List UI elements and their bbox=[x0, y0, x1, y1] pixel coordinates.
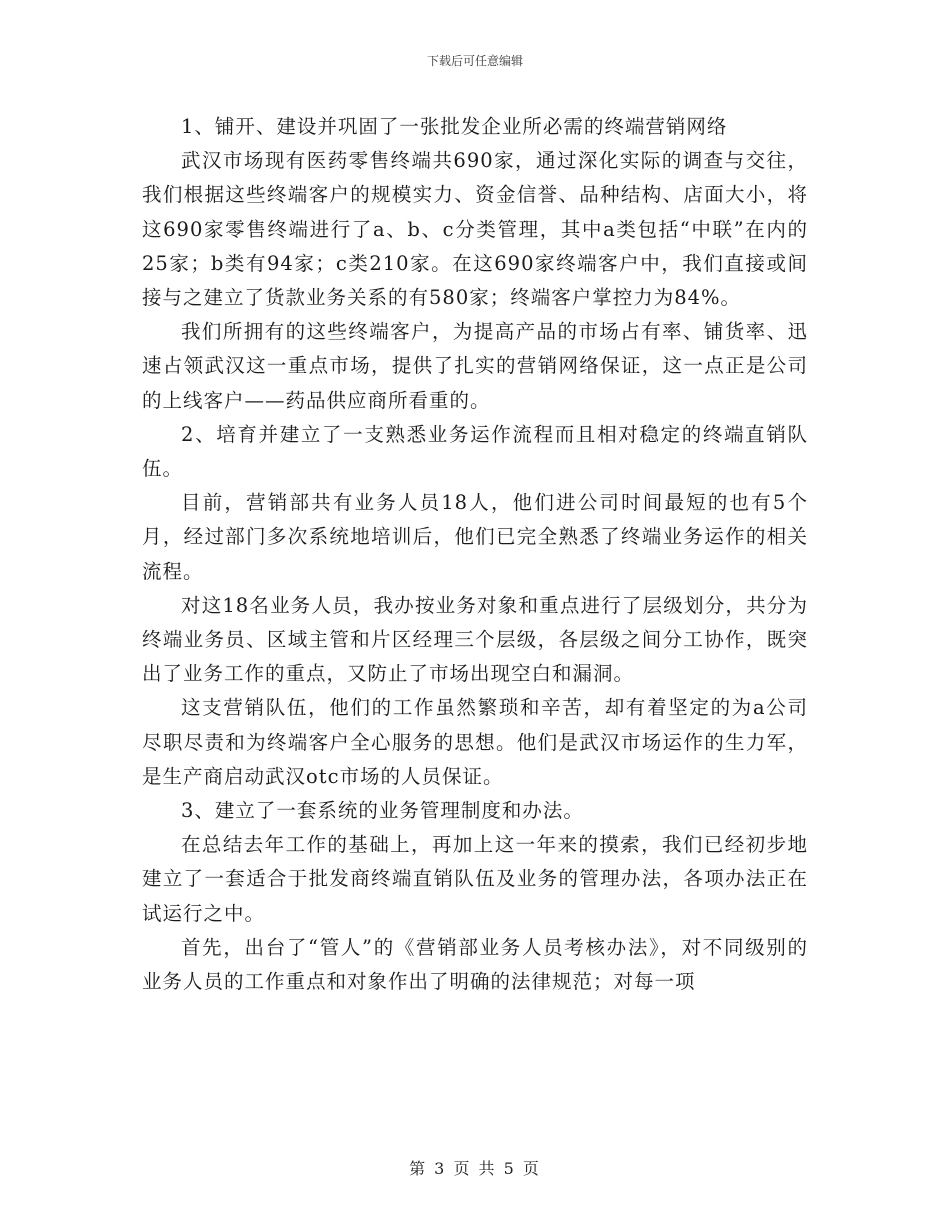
paragraph-terminal-stats: 武汉市场现有医药零售终端共690家，通过深化实际的调查与交往，我们根据这些终端客户的规模实力、资金信誉、品种结构、店面大小，将这690家零售终端进行了a、b、c分类管理，其中a类包括“中联”在内的25家；b类有94家；c类210家。在这690家终端客户中，我们直接或间接与之建立了货款业务关系的有580家；终端客户掌控力为84%。 bbox=[142, 149, 808, 310]
paragraph-team-spirit: 这支营销队伍，他们的工作虽然繁琐和辛苦，却有着坚定的为a公司尽职尽责和为终端客户全心服务的思想。他们是武汉市场运作的生力军，是生产商启动武汉otc市场的人员保证。 bbox=[142, 696, 808, 788]
paragraph-section-1-heading: 1、铺开、建设并巩固了一张批发企业所必需的终端营销网络 bbox=[181, 115, 728, 138]
paragraph-management-summary: 在总结去年工作的基础上，再加上这一年来的摸索，我们已经初步地建立了一套适合于批发商终端直销队伍及业务的管理办法，各项办法正在试运行之中。 bbox=[142, 833, 808, 925]
paragraph-network-value: 我们所拥有的这些终端客户，为提高产品的市场占有率、铺货率、迅速占领武汉这一重点市场，提供了扎实的营销网络保证，这一点正是公司的上线客户——药品供应商所看重的。 bbox=[142, 320, 808, 412]
page-footer: 第 3 页 共 5 页 bbox=[409, 1159, 541, 1178]
document-body bbox=[142, 110, 808, 999]
page-header: 下载后可任意编辑 bbox=[426, 54, 523, 68]
paragraph-section-2-heading: 2、培育并建立了一支熟悉业务运作流程而且相对稳定的终端直销队伍。 bbox=[142, 422, 808, 481]
paragraph-section-3-heading: 3、建立了一套系统的业务管理制度和办法。 bbox=[181, 799, 584, 823]
paragraph-staff-count: 目前，营销部共有业务人员18人，他们进公司时间最短的也有5个月，经过部门多次系统地培训后，他们已完全熟悉了终端业务运作的相关流程。 bbox=[142, 491, 808, 583]
paragraph-first-measure: 首先，出台了“管人”的《营销部业务人员考核办法》，对不同级别的业务人员的工作重点和对象作出了明确的法律规范；对每一项 bbox=[142, 935, 808, 994]
paragraph-staff-levels: 对这18名业务人员，我办按业务对象和重点进行了层级划分，共分为终端业务员、区域主管和片区经理三个层级，各层级之间分工协作，既突出了业务工作的重点，又防止了市场出现空白和漏洞。 bbox=[142, 593, 808, 686]
